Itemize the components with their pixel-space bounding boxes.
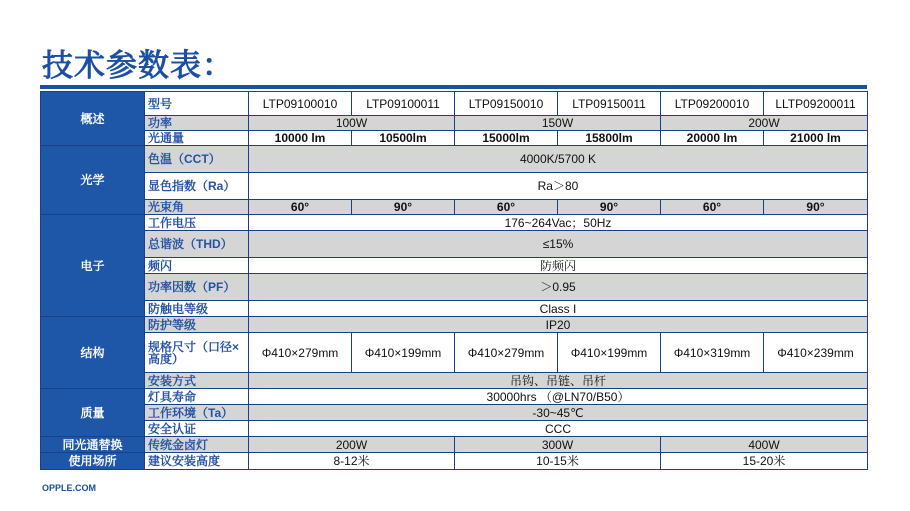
flux-cell: 10000 lm <box>249 131 352 146</box>
voltage-value: 176~264Vac；50Hz <box>249 215 868 231</box>
label-mh: 传统金卤灯 <box>145 437 249 453</box>
table-row <box>41 131 868 146</box>
size-cell: Φ410×279mm <box>249 333 352 373</box>
thd-value: ≤15% <box>249 231 868 258</box>
table-row <box>41 453 868 470</box>
size-cell: Φ410×199mm <box>352 333 455 373</box>
label-mount: 安装方式 <box>145 373 249 389</box>
model-cell: LTP09150011 <box>558 92 661 116</box>
power-cell: 150W <box>455 116 661 131</box>
mh-cell: 400W <box>661 437 868 453</box>
category-replace: 同光通替换 <box>41 437 145 453</box>
category-structure: 结构 <box>41 317 145 389</box>
height-cell: 10-15米 <box>455 453 661 470</box>
label-cct: 色温（CCT） <box>145 146 249 173</box>
ip-value: IP20 <box>249 317 868 333</box>
flux-cell: 15800lm <box>558 131 661 146</box>
label-ip: 防护等级 <box>145 317 249 333</box>
table-row <box>41 200 868 215</box>
label-ta: 工作环境（Ta） <box>145 405 249 421</box>
size-cell: Φ410×199mm <box>558 333 661 373</box>
label-thd: 总谐波（THD） <box>145 231 249 258</box>
model-cell: LLTP09200011 <box>764 92 868 116</box>
flicker-value: 防频闪 <box>249 258 868 274</box>
beam-cell: 60° <box>661 200 764 215</box>
size-cell: Φ410×319mm <box>661 333 764 373</box>
table-row <box>41 258 868 274</box>
power-cell: 100W <box>249 116 455 131</box>
category-optical: 光学 <box>41 146 145 215</box>
footer-domain: OPPLE.COM <box>42 483 97 493</box>
label-cert: 安全认证 <box>145 421 249 437</box>
beam-cell: 90° <box>558 200 661 215</box>
mh-cell: 300W <box>455 437 661 453</box>
category-usage: 使用场所 <box>41 453 145 470</box>
label-shock: 防触电等级 <box>145 301 249 317</box>
page-title: 技术参数表： <box>42 48 234 84</box>
cct-value: 4000K/5700 K <box>249 146 868 173</box>
table-row <box>41 231 868 258</box>
flux-cell: 20000 lm <box>661 131 764 146</box>
height-cell: 15-20米 <box>661 453 868 470</box>
table-row <box>41 116 868 131</box>
model-cell: LTP09150010 <box>455 92 558 116</box>
title-divider <box>40 85 867 89</box>
table-row <box>41 405 868 421</box>
label-cri: 显色指数（Ra） <box>145 173 249 200</box>
table-row <box>41 373 868 389</box>
label-model: 型号 <box>145 92 249 116</box>
beam-cell: 90° <box>764 200 868 215</box>
label-life: 灯具寿命 <box>145 389 249 405</box>
label-voltage: 工作电压 <box>145 215 249 231</box>
model-cell: LTP09200010 <box>661 92 764 116</box>
ta-value: -30~45℃ <box>249 405 868 421</box>
mount-value: 吊钩、吊链、吊杆 <box>249 373 868 389</box>
table-row <box>41 173 868 200</box>
table-row <box>41 146 868 173</box>
label-power: 功率 <box>145 116 249 131</box>
table-row <box>41 215 868 231</box>
beam-cell: 60° <box>455 200 558 215</box>
table-row <box>41 389 868 405</box>
cri-value: Ra＞80 <box>249 173 868 200</box>
table-row <box>41 301 868 317</box>
table-row <box>41 421 868 437</box>
category-overview: 概述 <box>41 92 145 146</box>
table-row <box>41 274 868 301</box>
label-size: 规格尺寸（口径×高度） <box>145 333 249 373</box>
flux-cell: 15000lm <box>455 131 558 146</box>
label-beam: 光束角 <box>145 200 249 215</box>
beam-cell: 60° <box>249 200 352 215</box>
label-flux: 光通量 <box>145 131 249 146</box>
category-electrical: 电子 <box>41 215 145 317</box>
model-cell: LTP09100011 <box>352 92 455 116</box>
table-row <box>41 92 868 116</box>
life-value: 30000hrs （@LN70/B50） <box>249 389 868 405</box>
spec-table <box>40 91 868 470</box>
power-cell: 200W <box>661 116 868 131</box>
flux-cell: 21000 lm <box>764 131 868 146</box>
pf-value: ＞0.95 <box>249 274 868 301</box>
label-height: 建议安装高度 <box>145 453 249 470</box>
height-cell: 8-12米 <box>249 453 455 470</box>
size-cell: Φ410×239mm <box>764 333 868 373</box>
cert-value: CCC <box>249 421 868 437</box>
table-row <box>41 317 868 333</box>
mh-cell: 200W <box>249 437 455 453</box>
category-quality: 质量 <box>41 389 145 437</box>
table-row <box>41 333 868 373</box>
model-cell: LTP09100010 <box>249 92 352 116</box>
table-row <box>41 437 868 453</box>
label-pf: 功率因数（PF） <box>145 274 249 301</box>
size-cell: Φ410×279mm <box>455 333 558 373</box>
beam-cell: 90° <box>352 200 455 215</box>
flux-cell: 10500lm <box>352 131 455 146</box>
shock-value: Class I <box>249 301 868 317</box>
label-flicker: 频闪 <box>145 258 249 274</box>
